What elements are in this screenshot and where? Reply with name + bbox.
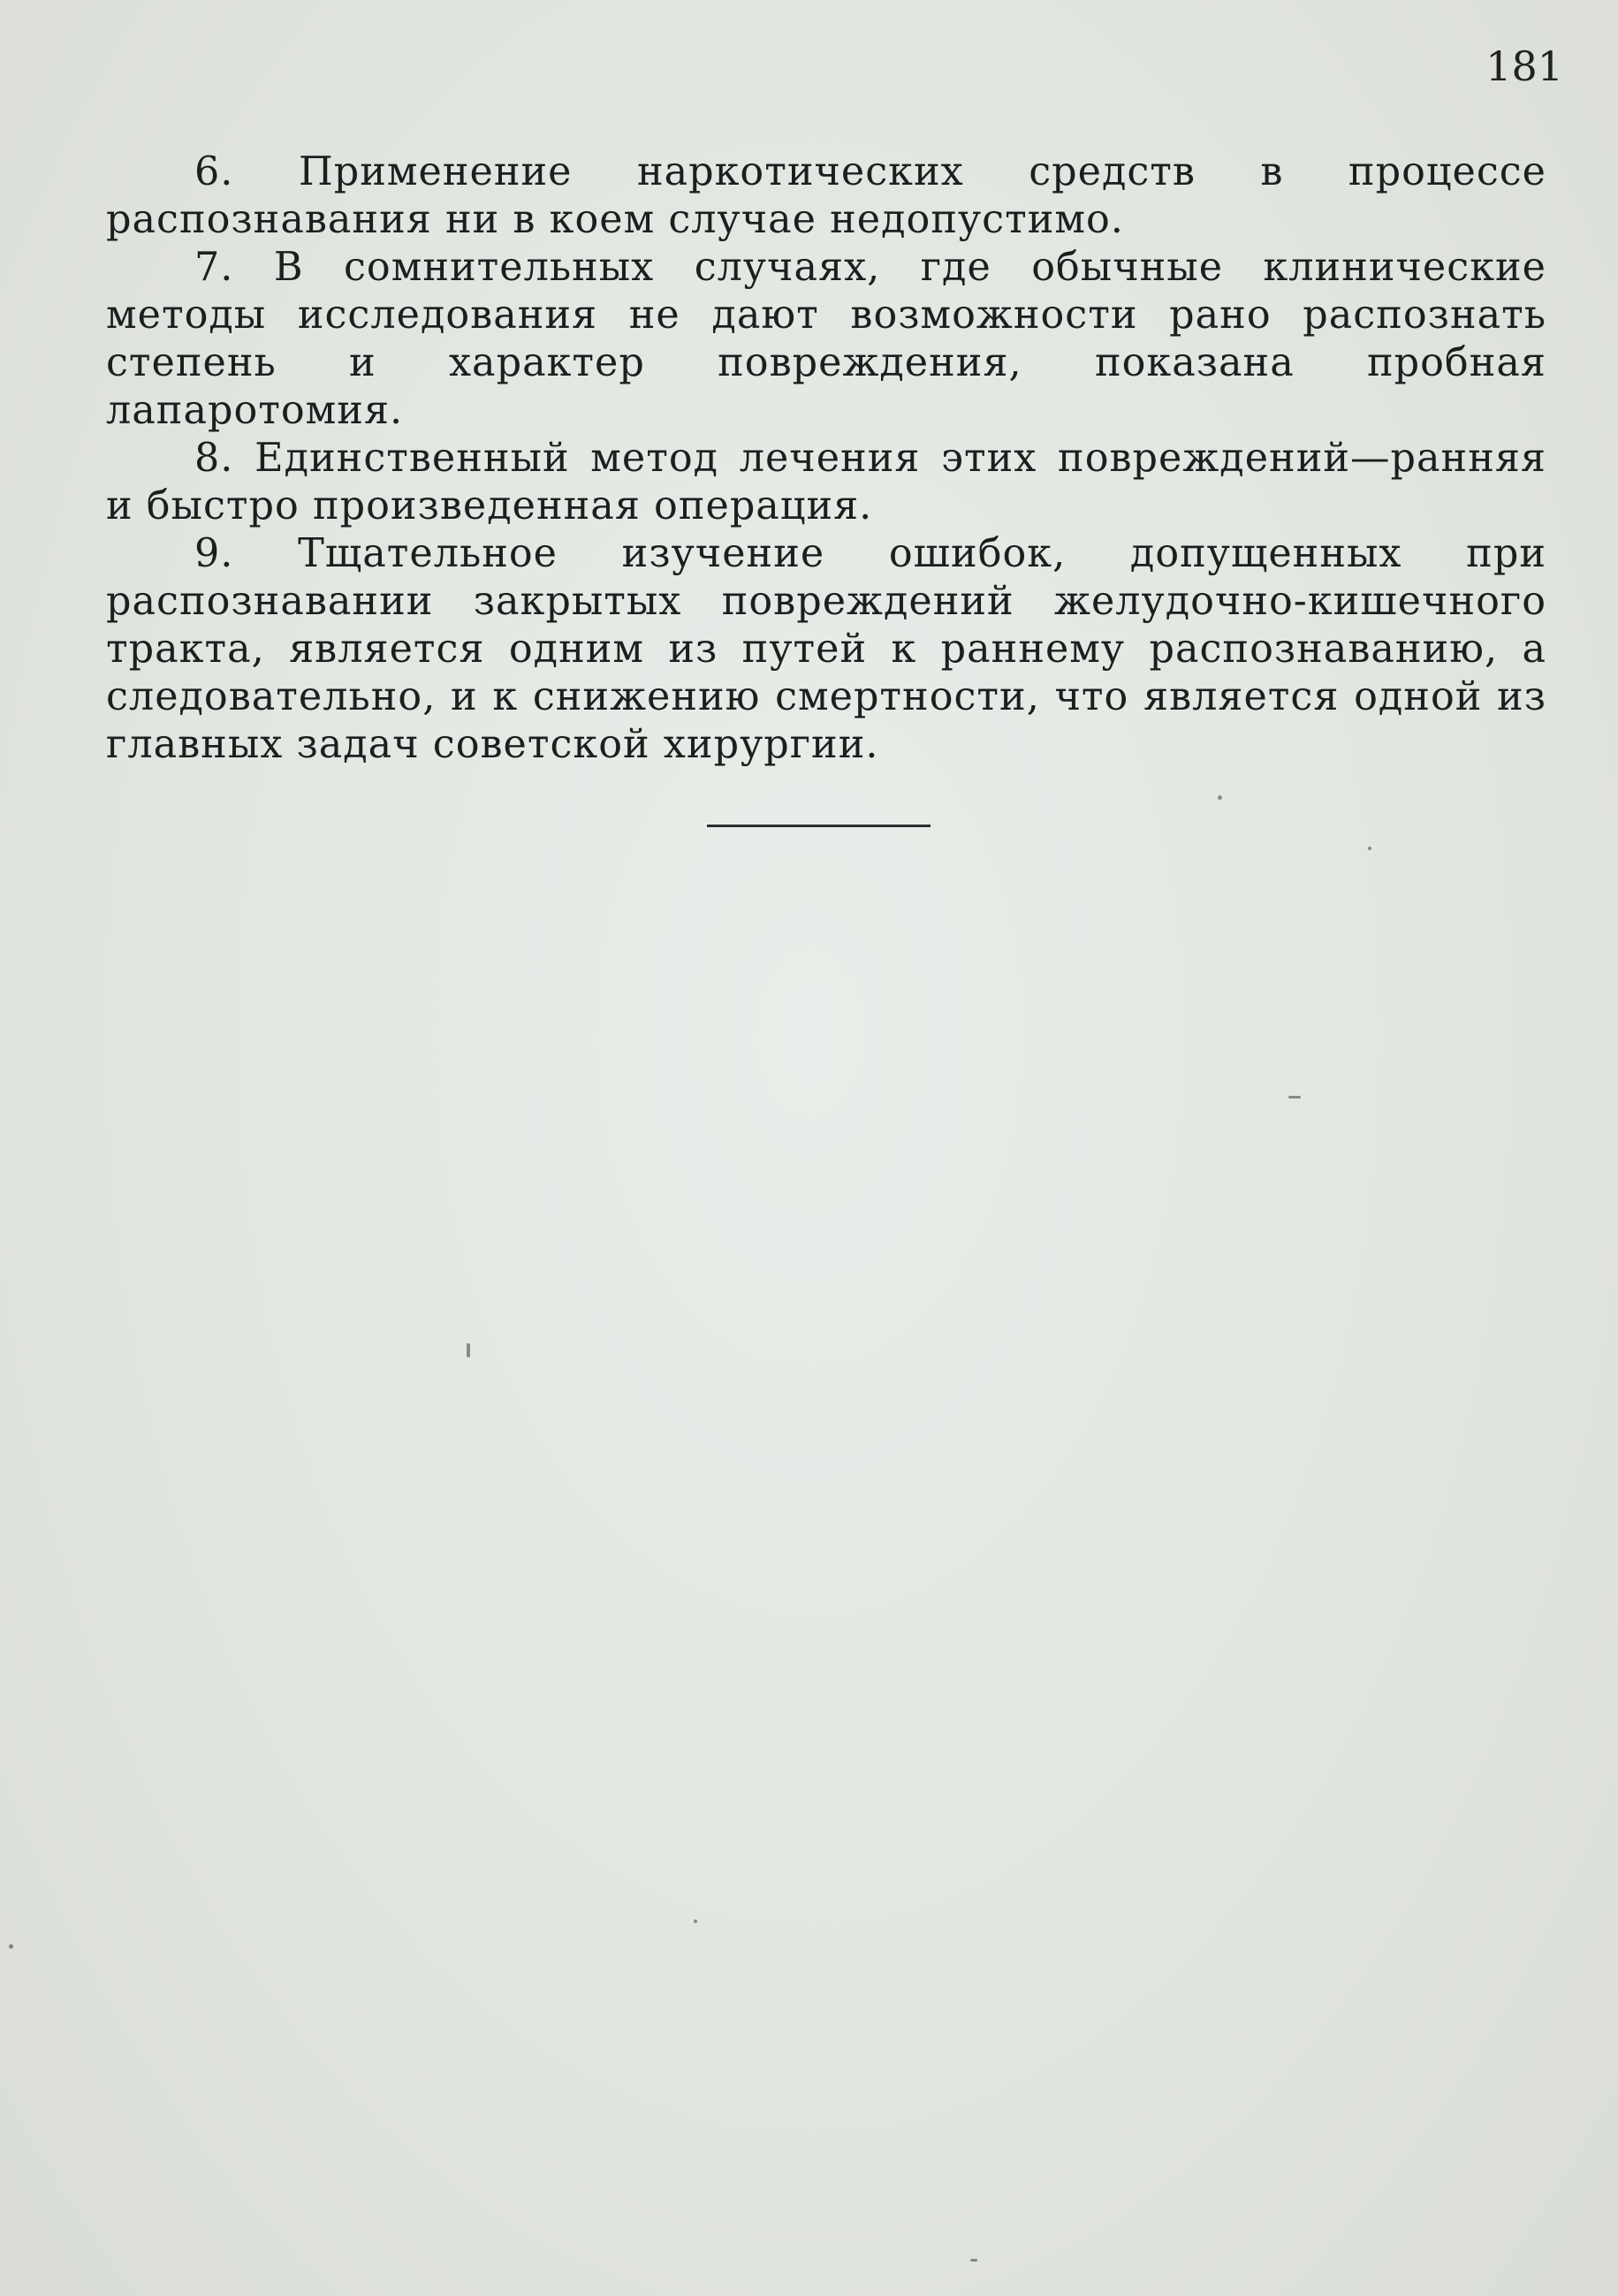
paper-speck	[1218, 795, 1222, 800]
paragraph-9	[106, 530, 1546, 769]
page-number: 181	[1485, 42, 1563, 90]
paragraph-text: В сомнительных случаях, где обычные клинические методы исследования не дают возможности рано распознать степень и характер повреждения, показана пробная лапаротомия.	[106, 245, 1546, 433]
paragraph-text: Тщательное изучение ошибок, допущенных при распознавании закрытых повреждений желудочно-кишечного тракта, является одним из путей к раннему распознаванию, а следовательно, и к снижению смертности, что является одной из главных задач советской хирургии.	[106, 531, 1546, 767]
paragraph-8	[106, 435, 1546, 530]
paragraph-6	[106, 148, 1546, 244]
body-text	[106, 148, 1546, 769]
paragraph-number: 6.	[194, 149, 234, 194]
paragraph-7	[106, 244, 1546, 435]
paper-speck	[467, 1343, 470, 1357]
paper-speck	[9, 1944, 13, 1949]
paragraph-number: 9.	[194, 531, 234, 576]
paper-speck	[970, 2259, 977, 2262]
paragraph-number: 8.	[194, 436, 234, 481]
paragraph-number: 7.	[194, 245, 234, 290]
paper-speck	[1288, 1096, 1301, 1099]
paragraph-text: Единственный метод лечения этих повреждений—ранняя и быстро произведенная операция.	[106, 436, 1546, 528]
paragraph-text: Применение наркотических средств в процессе распознавания ни в коем случае недопустимо.	[106, 149, 1546, 242]
paper-speck	[1368, 847, 1371, 850]
section-divider	[707, 825, 931, 827]
paper-speck	[694, 1920, 697, 1923]
